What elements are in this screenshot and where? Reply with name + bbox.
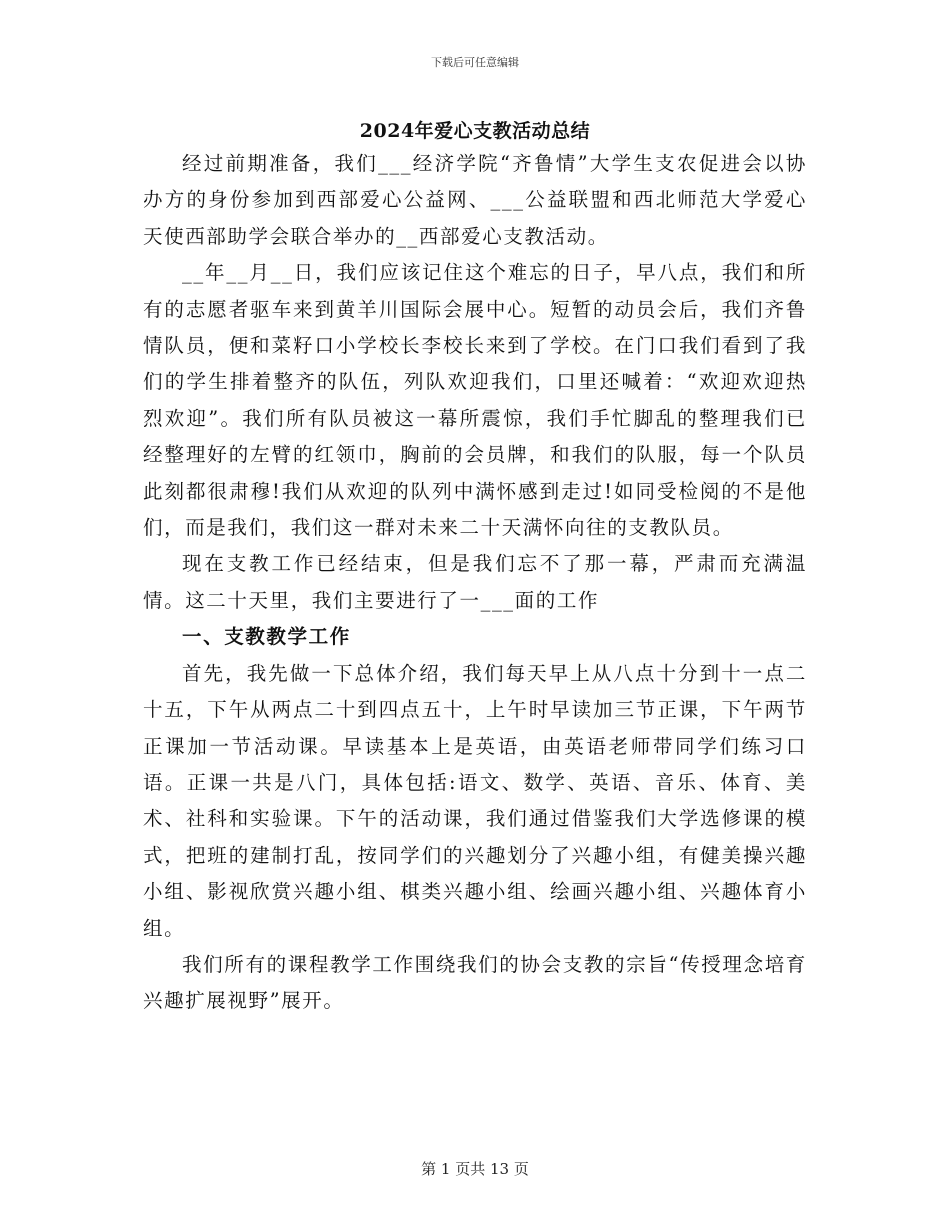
paragraph-1: 经过前期准备，我们___经济学院“齐鲁情”大学生支农促进会以协办方的身份参加到西部爱心公益网、___公益联盟和西北师范大学爱心天使西部助学会联合举办的__西部爱心支教活动。 xyxy=(143,152,807,248)
header-note: 下载后可任意编辑 xyxy=(431,56,519,69)
page-footer: 第 1 页共 13 页 xyxy=(421,1160,529,1178)
section-heading-1: 一、支教教学工作 xyxy=(182,625,351,649)
paragraph-5: 我们所有的课程教学工作围绕我们的协会支教的宗旨“传授理念培育兴趣扩展视野”展开。 xyxy=(143,952,807,1013)
document-title: 2024年爱心支教活动总结 xyxy=(359,120,591,142)
document-body xyxy=(143,146,807,1020)
paragraph-3: 现在支教工作已经结束，但是我们忘不了那一幕，严肃而充满温情。这二十天里，我们主要进行了一___面的工作 xyxy=(143,552,807,612)
paragraph-4: 首先，我先做一下总体介绍，我们每天早上从八点十分到十一点二十五，下午从两点二十到四点五十，上午时早读加三节正课，下午两节正课加一节活动课。早读基本上是英语，由英语老师带同学们练习口语。正课一共是八门，具体包括:语文、数学、英语、音乐、体育、美术、社科和实验课。下午的活动课，我们通过借鉴我们大学选修课的模式，把班的建制打乱，按同学们的兴趣划分了兴趣小组，有健美操兴趣小组、影视欣赏兴趣小组、棋类兴趣小组、绘画兴趣小组、兴趣体育小组。 xyxy=(143,661,807,940)
paragraph-2: __年__月__日，我们应该记住这个难忘的日子，早八点，我们和所有的志愿者驱车来到黄羊川国际会展中心。短暂的动员会后，我们齐鲁情队员，便和菜籽口小学校长李校长来到了学校。在门口我们看到了我们的学生排着整齐的队伍，列队欢迎我们，口里还喊着：“欢迎欢迎热烈欢迎”。我们所有队员被这一幕所震惊，我们手忙脚乱的整理我们已经整理好的左臂的红领巾，胸前的会员牌，和我们的队服，每一个队员此刻都很肃穆!我们从欢迎的队列中满怀感到走过!如同受检阅的不是他们，而是我们，我们这一群对未来二十天满怀向往的支教队员。 xyxy=(143,261,807,540)
